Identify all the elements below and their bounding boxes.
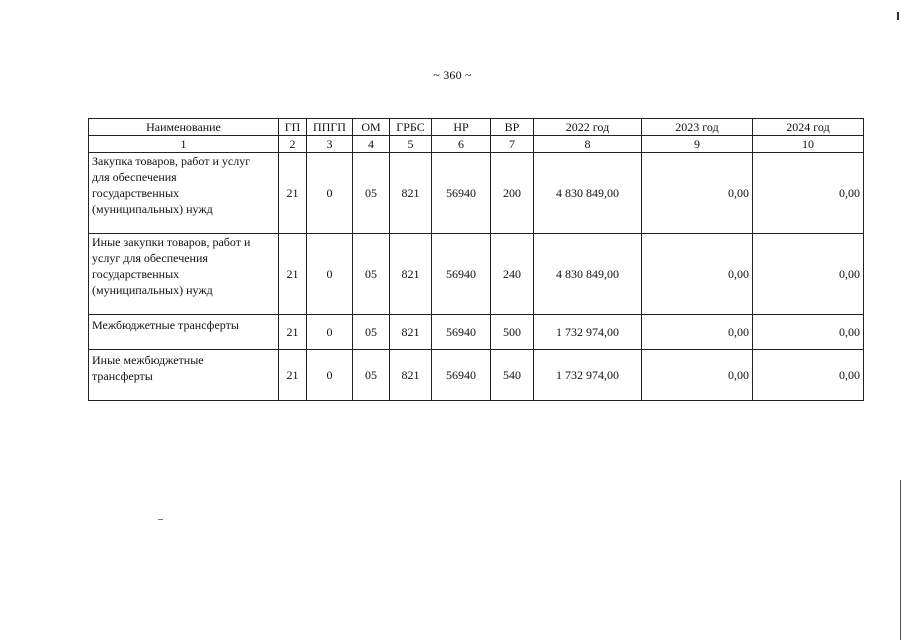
cell-ppgp: 0 [307, 350, 353, 401]
column-number-row [89, 136, 864, 153]
col-header-2024: 2024 год [753, 119, 864, 136]
col-number: 4 [353, 136, 390, 153]
col-header-2023: 2023 год [642, 119, 753, 136]
row-name-line: Межбюджетные трансферты [92, 318, 239, 332]
page-number: ~ 360 ~ [433, 68, 472, 82]
cell-om: 05 [353, 315, 390, 350]
row-name-line: трансферты [92, 369, 153, 383]
cell-2022: 1 732 974,00 [534, 350, 642, 401]
cell-gp: 21 [279, 350, 307, 401]
col-number: 2 [279, 136, 307, 153]
cell-vr: 500 [491, 315, 534, 350]
table-row [89, 315, 864, 350]
col-number: 9 [642, 136, 753, 153]
col-header-gp: ГП [279, 119, 307, 136]
scan-edge-line [900, 480, 901, 640]
cell-2023: 0,00 [642, 315, 753, 350]
row-name-line: Иные межбюджетные [92, 353, 204, 367]
cell-nr: 56940 [432, 234, 491, 315]
col-header-vr: ВР [491, 119, 534, 136]
cell-om: 05 [353, 234, 390, 315]
cell-gp: 21 [279, 315, 307, 350]
cell-gp: 21 [279, 153, 307, 234]
cell-2024: 0,00 [753, 315, 864, 350]
row-name-line: государственных [92, 186, 180, 200]
table-row [89, 350, 864, 401]
cell-ppgp: 0 [307, 234, 353, 315]
row-name-cell [89, 315, 279, 350]
cell-ppgp: 0 [307, 315, 353, 350]
col-header-name: Наименование [89, 119, 279, 136]
row-name-cell [89, 153, 279, 234]
row-name-line: (муниципальных) нужд [92, 283, 213, 297]
col-header-nr: НР [432, 119, 491, 136]
cell-vr: 240 [491, 234, 534, 315]
col-number: 3 [307, 136, 353, 153]
cell-nr: 56940 [432, 350, 491, 401]
cell-2023: 0,00 [642, 153, 753, 234]
scan-edge-mark [897, 12, 899, 20]
col-number: 1 [89, 136, 279, 153]
col-number: 10 [753, 136, 864, 153]
cell-grbs: 821 [390, 234, 432, 315]
row-name-line: услуг для обеспечения [92, 251, 208, 265]
row-name-line: Иные закупки товаров, работ и [92, 235, 251, 249]
row-name-line: Закупка товаров, работ и услуг [92, 154, 251, 168]
cell-ppgp: 0 [307, 153, 353, 234]
cell-grbs: 821 [390, 350, 432, 401]
row-name-line: государственных [92, 267, 180, 281]
col-number: 6 [432, 136, 491, 153]
scan-speck [158, 519, 163, 520]
budget-table [88, 118, 864, 401]
cell-grbs: 821 [390, 315, 432, 350]
cell-2022: 4 830 849,00 [534, 234, 642, 315]
row-name-line: (муниципальных) нужд [92, 202, 213, 216]
cell-om: 05 [353, 153, 390, 234]
cell-nr: 56940 [432, 153, 491, 234]
header-row [89, 119, 864, 136]
row-name-line: для обеспечения [92, 170, 177, 184]
table-row [89, 234, 864, 315]
table-row [89, 153, 864, 234]
col-number: 7 [491, 136, 534, 153]
cell-nr: 56940 [432, 315, 491, 350]
cell-vr: 200 [491, 153, 534, 234]
cell-2023: 0,00 [642, 350, 753, 401]
cell-2022: 1 732 974,00 [534, 315, 642, 350]
cell-2023: 0,00 [642, 234, 753, 315]
col-header-2022: 2022 год [534, 119, 642, 136]
cell-om: 05 [353, 350, 390, 401]
row-name-cell [89, 350, 279, 401]
col-header-grbs: ГРБС [390, 119, 432, 136]
cell-2022: 4 830 849,00 [534, 153, 642, 234]
col-header-ppgp: ППГП [307, 119, 353, 136]
cell-2024: 0,00 [753, 234, 864, 315]
col-header-om: ОМ [353, 119, 390, 136]
row-name-cell [89, 234, 279, 315]
cell-2024: 0,00 [753, 350, 864, 401]
cell-grbs: 821 [390, 153, 432, 234]
cell-vr: 540 [491, 350, 534, 401]
col-number: 5 [390, 136, 432, 153]
cell-gp: 21 [279, 234, 307, 315]
cell-2024: 0,00 [753, 153, 864, 234]
col-number: 8 [534, 136, 642, 153]
